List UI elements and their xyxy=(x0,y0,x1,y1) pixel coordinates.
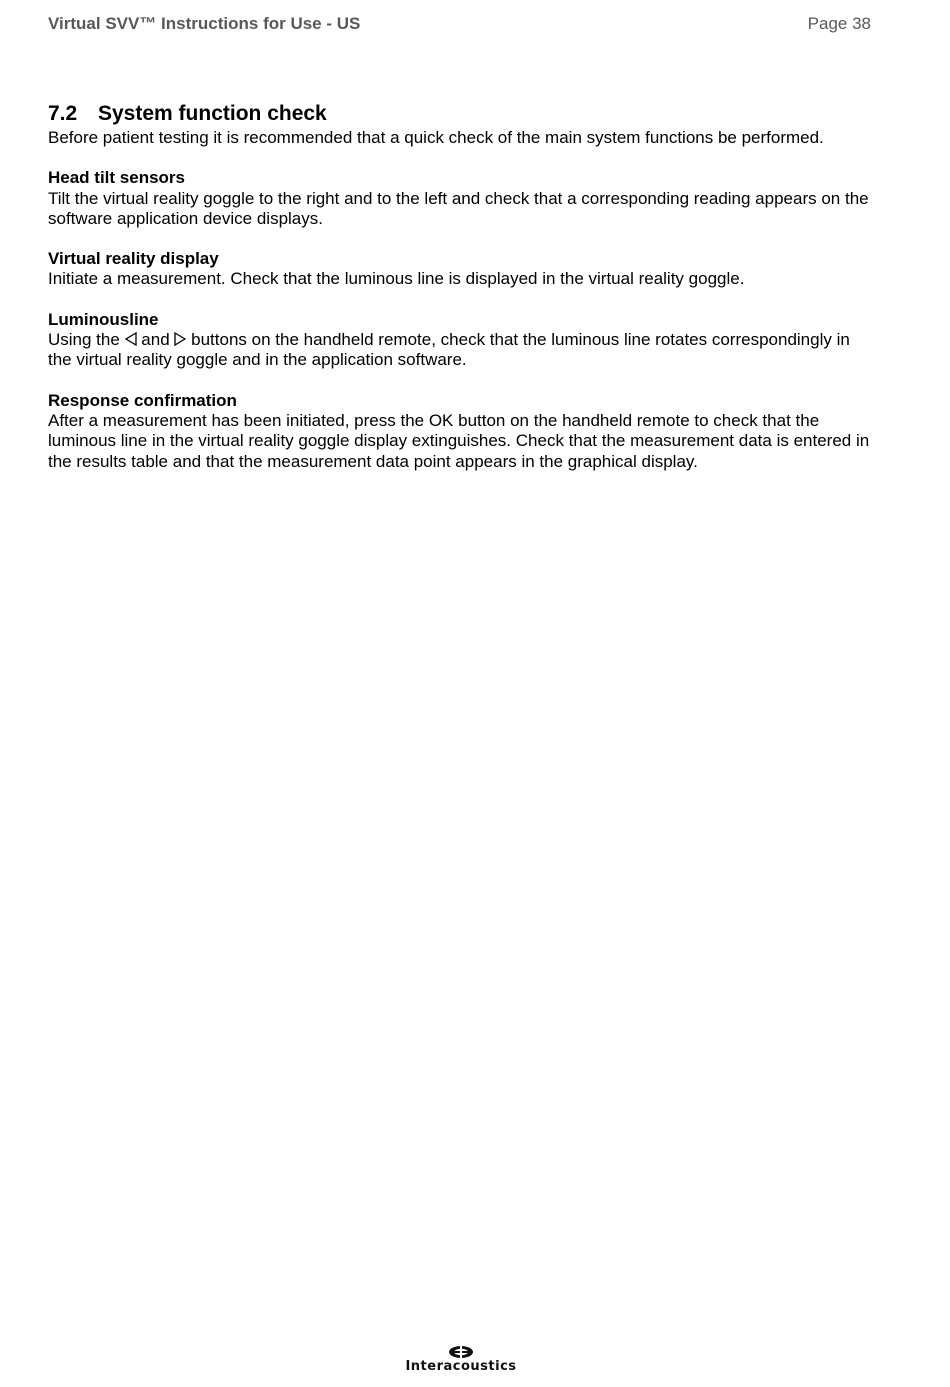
block-body-part: buttons on the handheld remote, check that the luminous line rotates correspondingly in the virtual reality goggle and in the application software. xyxy=(48,330,850,370)
block-heading: Head tilt sensors xyxy=(48,168,185,188)
block-heading: Luminousline xyxy=(48,309,159,329)
block-luminousline xyxy=(48,310,878,371)
section-title: System function check xyxy=(98,102,327,125)
section-intro: Before patient testing it is recommended that a quick check of the main system functions be performed. xyxy=(48,128,824,147)
block-virtual-reality-display xyxy=(48,249,878,290)
block-body: Initiate a measurement. Check that the luminous line is displayed in the virtual reality goggle. xyxy=(48,269,745,289)
logo-text: Interacoustics xyxy=(405,1359,517,1374)
right-triangle-icon xyxy=(174,332,186,346)
block-body xyxy=(48,330,878,371)
interacoustics-logo-icon xyxy=(447,1345,475,1359)
left-triangle-icon xyxy=(125,332,137,346)
block-body: Tilt the virtual reality goggle to the right and to the left and check that a corresponding reading appears on the software application device displays. xyxy=(48,188,869,228)
section-heading xyxy=(48,100,878,128)
page-content xyxy=(48,100,878,492)
block-heading: Response confirmation xyxy=(48,390,237,410)
block-response-confirmation xyxy=(48,391,878,472)
page-header xyxy=(48,13,871,35)
block-head-tilt-sensors xyxy=(48,168,878,229)
page-number: Page 38 xyxy=(807,14,871,33)
block-body-part: and xyxy=(141,330,170,350)
section-number: 7.2 xyxy=(48,102,78,125)
block-heading: Virtual reality display xyxy=(48,249,219,269)
footer-logo xyxy=(396,1345,526,1375)
document-title: Virtual SVV™ Instructions for Use - US xyxy=(48,14,361,33)
block-body: After a measurement has been initiated, press the OK button on the handheld remote to check that the luminous line in the virtual reality goggle display extinguishes. Check that the measurement data is entered in the results table and that the measurement data point appears in the graphical display. xyxy=(48,410,870,471)
block-body-part: Using the xyxy=(48,330,120,350)
